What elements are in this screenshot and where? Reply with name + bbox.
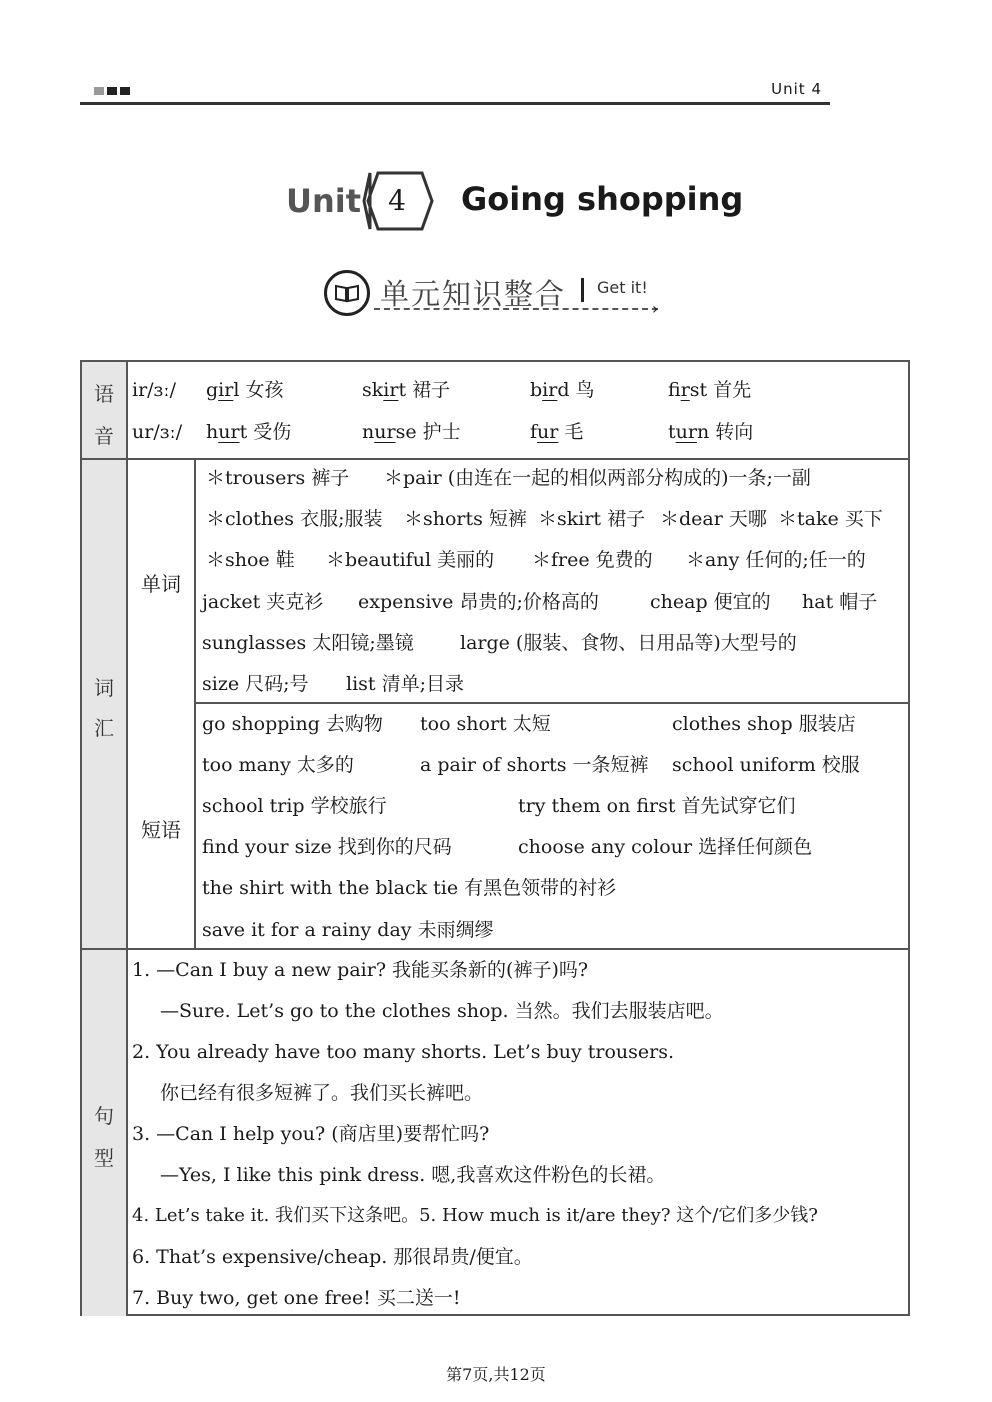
phrase-item: choose any colour 选择任何颜色 <box>518 836 813 858</box>
pron-word: bird 鸟 <box>530 379 595 401</box>
phrase-item: a pair of shorts 一条短裤 <box>420 754 649 776</box>
pron-word: hurt 受伤 <box>206 421 292 443</box>
words-label: 单词 <box>141 572 181 596</box>
pron-word: turn 转向 <box>668 421 754 443</box>
word-item: hat 帽子 <box>802 591 878 613</box>
sentence-line: 4. Let’s take it. 我们买下这条吧。5. How much is it/are they? 这个/它们多少钱? <box>132 1205 818 1226</box>
phrase-item: school trip 学校旅行 <box>202 795 387 817</box>
divider-line <box>82 948 908 950</box>
knowledge-table <box>80 360 910 1316</box>
book-icon <box>324 270 370 316</box>
word-item: ＊skirt 裙子 <box>538 508 646 530</box>
phrase-item: school uniform 校服 <box>672 754 860 776</box>
sentence-line: 1. —Can I buy a new pair? 我能买条新的(裤子)吗? <box>132 959 589 981</box>
word-item: ＊shoe 鞋 <box>206 549 295 571</box>
word-item: ＊clothes 衣服;服装 <box>206 508 383 530</box>
phrase-item: go shopping 去购物 <box>202 713 383 735</box>
phrase-item: save it for a rainy day 未雨绸缪 <box>202 919 494 941</box>
banner-dashed-line <box>374 308 658 310</box>
word-item: ＊pair (由连在一起的相似两部分构成的)一条;一副 <box>384 467 811 489</box>
word-item: ＊take 买下 <box>778 508 883 530</box>
word-item: ＊beautiful 美丽的 <box>326 549 495 571</box>
arrow-right-icon: › <box>652 299 659 318</box>
pronunciation-label-2: 音 <box>94 424 114 448</box>
phrase-item: too short 太短 <box>420 713 551 735</box>
sound-ur: ur/ɜː/ <box>132 421 183 443</box>
word-item: ＊dear 天哪 <box>660 508 767 530</box>
banner-divider <box>581 278 584 302</box>
sentence-line: 3. —Can I help you? (商店里)要帮忙吗? <box>132 1123 490 1145</box>
header-rule <box>80 102 830 105</box>
word-item: ＊free 免费的 <box>532 549 653 571</box>
word-item: list 清单;目录 <box>346 673 464 695</box>
unit-title-text: Going shopping <box>461 180 744 218</box>
section-banner <box>322 268 668 318</box>
unit-number-badge <box>360 170 434 232</box>
sentences-label-1: 句 <box>94 1104 114 1128</box>
word-item: size 尺码;号 <box>202 673 309 695</box>
word-item: expensive 昂贵的;价格高的 <box>358 591 599 613</box>
unit-number: 4 <box>388 184 406 217</box>
vocabulary-section-bg <box>82 460 126 948</box>
sentences-label-2: 型 <box>94 1146 114 1170</box>
sentences-section-bg <box>82 950 126 1316</box>
pron-word: nurse 护士 <box>362 421 461 443</box>
sound-ir: ir/ɜː/ <box>132 379 177 401</box>
sentence-line: —Yes, I like this pink dress. 嗯,我喜欢这件粉色的长裙。 <box>160 1164 666 1186</box>
word-item: sunglasses 太阳镜;墨镜 <box>202 632 414 654</box>
word-item: ＊shorts 短裤 <box>404 508 527 530</box>
header-marks <box>94 87 130 95</box>
word-item: jacket 夹克衫 <box>202 591 324 613</box>
phrase-item: find your size 找到你的尺码 <box>202 836 452 858</box>
banner-subtitle: Get it! <box>597 278 648 297</box>
vocabulary-label-2: 汇 <box>94 716 114 740</box>
pronunciation-label-1: 语 <box>94 382 114 406</box>
divider-line <box>196 702 908 704</box>
word-item: large (服装、食物、日用品等)大型号的 <box>460 632 797 654</box>
sentence-line: 6. That’s expensive/cheap. 那很昂贵/便宜。 <box>132 1246 533 1268</box>
running-head <box>80 78 830 106</box>
word-item: cheap 便宜的 <box>650 591 771 613</box>
word-item: ＊any 任何的;任一的 <box>686 549 866 571</box>
phrases-label: 短语 <box>141 818 181 842</box>
header-unit-label: Unit 4 <box>771 80 822 98</box>
vocabulary-label-1: 词 <box>94 676 114 700</box>
sentence-line: 7. Buy two, get one free! 买二送一! <box>132 1287 461 1309</box>
pron-word: girl 女孩 <box>206 379 284 401</box>
title-unit-word: Unit <box>286 182 362 220</box>
word-item: ＊trousers 裤子 <box>206 467 350 489</box>
sentence-line: 2. You already have too many shorts. Let’s buy trousers. <box>132 1041 674 1063</box>
page-number: 第7页,共12页 <box>446 1365 546 1384</box>
pron-word: skirt 裙子 <box>362 379 451 401</box>
banner-title: 单元知识整合 <box>380 277 567 311</box>
phrase-item: clothes shop 服装店 <box>672 713 856 735</box>
divider-line <box>194 460 196 948</box>
phrase-item: too many 太多的 <box>202 754 354 776</box>
pron-word: fur 毛 <box>530 421 584 443</box>
phrase-item: the shirt with the black tie 有黑色领带的衬衫 <box>202 877 617 899</box>
divider-line <box>82 458 908 460</box>
sentence-line: 你已经有很多短裤了。我们买长裤吧。 <box>160 1082 484 1104</box>
pron-word: first 首先 <box>668 379 752 401</box>
sentence-line: —Sure. Let’s go to the clothes shop. 当然。我们去服装店吧。 <box>160 1000 724 1022</box>
phrase-item: try them on first 首先试穿它们 <box>518 795 796 817</box>
